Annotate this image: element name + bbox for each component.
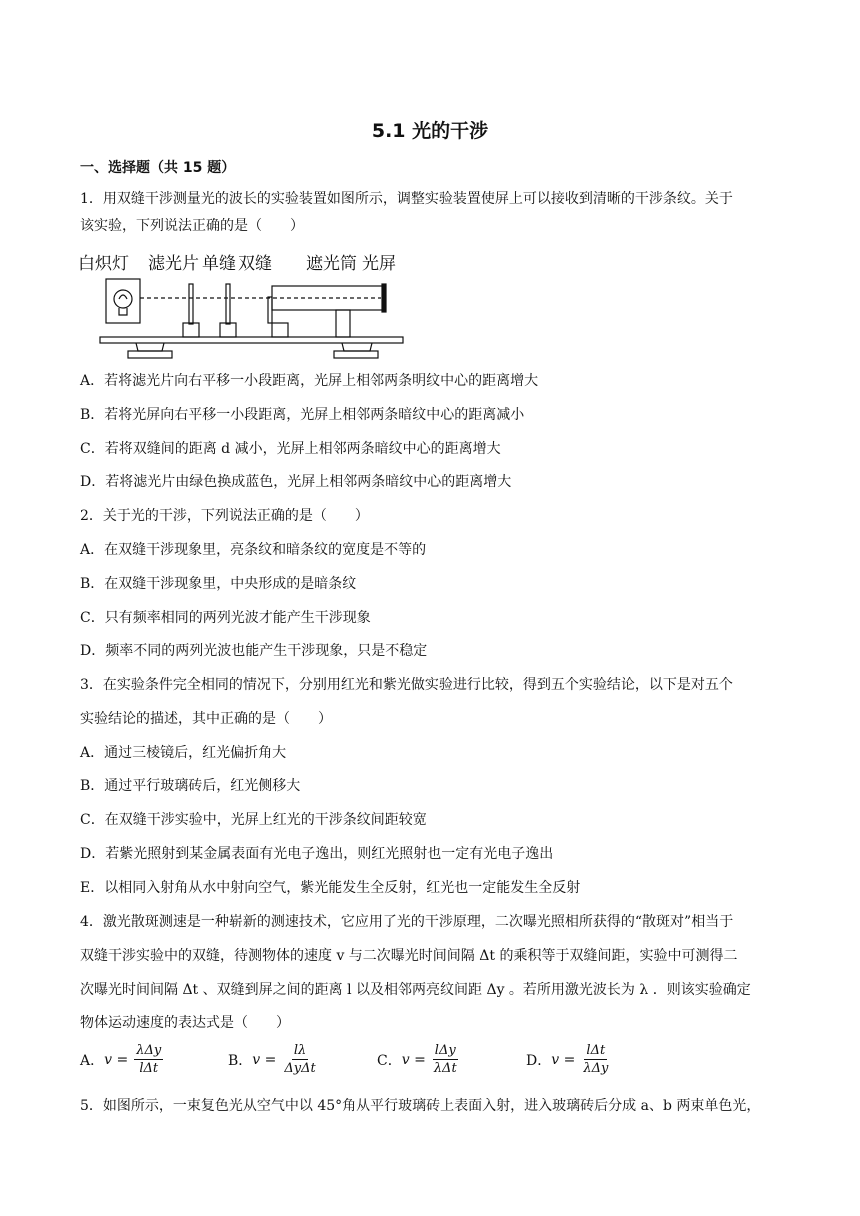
denominator: λΔy (583, 1061, 609, 1076)
numerator: λΔy (136, 1043, 162, 1058)
q1-option-b: B．若将光屏向右平移一小段距离，光屏上相邻两条暗纹中心的距离减小 (80, 407, 525, 423)
q1-option-a: A．若将滤光片向右平移一小段距离，光屏上相邻两条明纹中心的距离增大 (80, 373, 539, 389)
numerator: lΔy (434, 1043, 456, 1058)
q4-option-a: A． v = $\frac{\text{λΔy}}{\text{lΔt}}$ (80, 1043, 162, 1076)
single-slit-element (226, 284, 230, 324)
double-slit-apparatus-figure (76, 251, 406, 363)
label-tube: 遮光筒 (306, 254, 357, 274)
q1-option-d: D．若将滤光片由绿色换成蓝色，光屏上相邻两条暗纹中心的距离增大 (80, 474, 512, 490)
denominator: λΔt (433, 1061, 457, 1076)
q2-option-a: A．在双缝干涉现象里，亮条纹和暗条纹的宽度是不等的 (80, 542, 427, 558)
light-screen (382, 284, 386, 312)
double-slit-element (268, 297, 272, 323)
q3-option-e: E．以相同入射角从水中射向空气，紫光能发生全反射，红光也一定能发生全反射 (80, 880, 581, 896)
q2-option-d: D．频率不同的两列光波也能产生干涉现象，只是不稳定 (80, 643, 428, 659)
q2-stem: 2．关于光的干涉，下列说法正确的是（ ） (80, 508, 369, 524)
q3-stem-line1: 3．在实验条件完全相同的情况下，分别用红光和紫光做实验进行比较，得到五个实验结论，以下是对五个 (80, 677, 733, 693)
section-heading: 一、选择题（共 15 题） (80, 160, 236, 176)
label-filter: 滤光片 (148, 254, 199, 274)
q3-option-a: A．通过三棱镜后，红光偏折角大 (80, 745, 287, 761)
label-lamp: 白炽灯 (78, 254, 129, 274)
q3-option-c: C．在双缝干涉实验中，光屏上红光的干涉条纹间距较宽 (80, 812, 427, 828)
numerator: lΔt (586, 1043, 606, 1058)
bulb (114, 290, 132, 308)
q4-stem-line1: 4．激光散斑测速是一种崭新的测速技术，它应用了光的干涉原理，二次曝光照相所获得的“散斑对”相当于 (80, 914, 734, 930)
q1-stem-line2: 该实验，下列说法正确的是（ ） (80, 218, 304, 234)
q4-option-d: D． v = $\frac{\text{lΔt}}{\text{λΔy}}$ (526, 1043, 609, 1076)
q4-option-c: C． v = $\frac{\text{lΔy}}{\text{λΔt}}$ (377, 1043, 457, 1076)
q4-stem-line2: 双缝干涉实验中的双缝，待测物体的速度 v 与二次曝光时间间隔 Δt 的乘积等于双缝间距，实验中可测得二 (80, 948, 738, 964)
denominator: lΔt (139, 1061, 159, 1076)
q5-stem-line1: 5．如图所示，一束复色光从空气中以 45°角从平行玻璃砖上表面入射，进入玻璃砖后分成 a、b 两束单色光， (80, 1098, 761, 1114)
label-double-slit: 双缝 (238, 254, 272, 274)
q2-option-c: C．只有频率相同的两列光波才能产生干涉现象 (80, 610, 371, 626)
label-screen: 光屏 (362, 254, 396, 274)
optical-bench (100, 337, 403, 343)
q3-option-d: D．若紫光照射到某金属表面有光电子逸出，则红光照射也一定有光电子逸出 (80, 846, 554, 862)
q3-stem-line2: 实验结论的描述，其中正确的是（ ） (80, 711, 332, 727)
q1-option-c: C．若将双缝间的距离 d 减小，光屏上相邻两条暗纹中心的距离增大 (80, 441, 501, 457)
q3-option-b: B．通过平行玻璃砖后，红光侧移大 (80, 778, 301, 794)
q4-stem-line3: 次曝光时间间隔 Δt 、双缝到屏之间的距离 l 以及相邻两亮纹间距 Δy 。若所用激光波长为 λ ．则该实验确定 (80, 982, 751, 998)
denominator: ΔyΔt (284, 1061, 316, 1076)
q2-option-b: B．在双缝干涉现象里，中央形成的是暗条纹 (80, 576, 357, 592)
label-single-slit: 单缝 (202, 254, 236, 274)
numerator: lλ (293, 1043, 307, 1058)
lamp-housing (106, 279, 140, 323)
q4-stem-line4: 物体运动速度的表达式是（ ） (80, 1015, 290, 1031)
page-title: 5.1 光的干涉 (371, 120, 489, 142)
filter-element (189, 284, 193, 324)
q4-option-b: B． v = $\frac{l\lambda}{\text{ΔyΔt}}$ (228, 1043, 316, 1076)
q1-stem-line1: 1．用双缝干涉测量光的波长的实验装置如图所示，调整实验装置使屏上可以接收到清晰的干涉条纹。关于 (80, 191, 733, 207)
